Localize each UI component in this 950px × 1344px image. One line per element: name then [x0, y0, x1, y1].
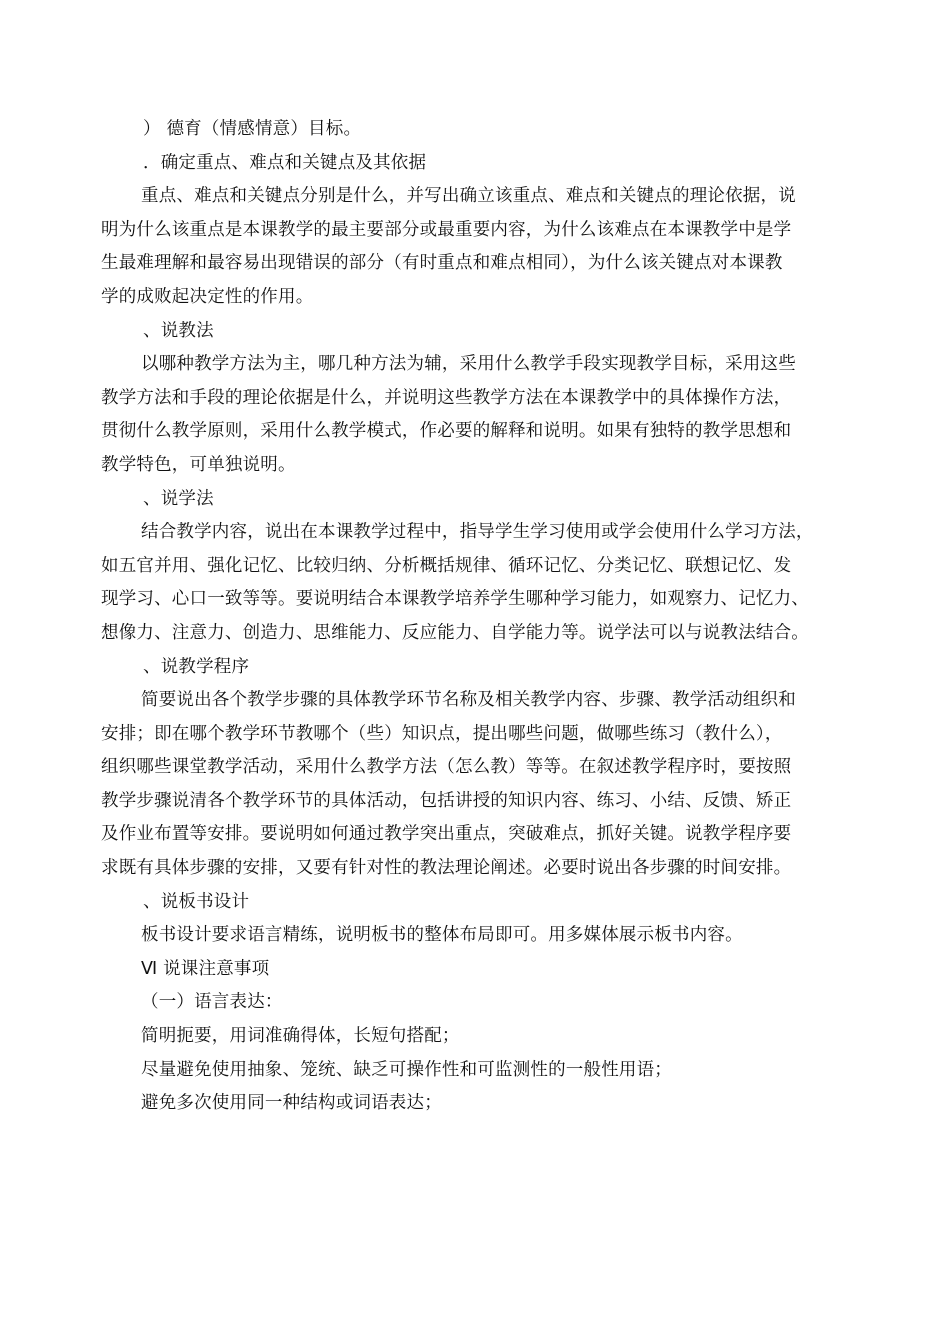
- section-heading: Ⅵ 说课注意事项: [141, 958, 270, 979]
- paragraph-line: 结合教学内容，说出在本课教学过程中，指导学生学习使用或学会使用什么学习方法，: [141, 522, 814, 543]
- paragraph-line: 学的成败起决定性的作用。: [101, 286, 314, 307]
- paragraph-line: 现学习、心口一致等等。要说明结合本课教学培养学生哪种学习能力，如观察力、记忆力、: [101, 589, 809, 610]
- section-heading: 、说板书设计: [143, 891, 250, 912]
- section-heading: 、说教法: [143, 320, 214, 341]
- paragraph-line: 及作业布置等安排。要说明如何通过教学突出重点，突破难点，抓好关键。说教学程序要: [101, 824, 792, 845]
- paragraph-line: 教学步骤说清各个教学环节的具体活动，包括讲授的知识内容、练习、小结、反馈、矫正: [101, 790, 792, 811]
- paragraph-line: 教学特色，可单独说明。: [101, 454, 296, 475]
- section-heading: 、说教学程序: [143, 656, 250, 677]
- list-item: 避免多次使用同一种结构或词语表达；: [141, 1093, 442, 1114]
- paragraph-line: 板书设计要求语言精练，说明板书的整体布局即可。用多媒体展示板书内容。: [141, 925, 743, 946]
- paragraph-line: 重点、难点和关键点分别是什么，并写出确立该重点、难点和关键点的理论依据，说: [141, 186, 796, 207]
- paragraph-line: 贯彻什么教学原则，采用什么教学模式，作必要的解释和说明。如果有独特的教学思想和: [101, 421, 792, 442]
- list-item: 简明扼要，用词准确得体，长短句搭配；: [141, 1026, 460, 1047]
- subsection-heading: （一）语言表达：: [141, 992, 283, 1013]
- paragraph-line: 简要说出各个教学步骤的具体教学环节名称及相关教学内容、步骤、教学活动组织和: [141, 690, 796, 711]
- section-heading: ．确定重点、难点和关键点及其依据: [143, 152, 427, 173]
- document-body: [101, 113, 853, 1121]
- paragraph-line: 教学方法和手段的理论依据是什么，并说明这些教学方法在本课教学中的具体操作方法，: [101, 387, 792, 408]
- paragraph-line: 求既有具体步骤的安排，又要有针对性的教法理论阐述。必要时说出各步骤的时间安排。: [101, 858, 792, 879]
- paragraph-line: 明为什么该重点是本课教学的最主要部分或最重要内容，为什么该难点在本课教学中是学: [101, 219, 792, 240]
- paragraph-line: 安排；即在哪个教学环节教哪个（些）知识点，提出哪些问题，做哪些练习（教什么），: [101, 723, 783, 744]
- section-heading: 、说学法: [143, 488, 214, 509]
- paragraph-line: 以哪种教学方法为主，哪几种方法为辅，采用什么教学手段实现教学目标，采用这些: [141, 354, 796, 375]
- paragraph-line: 组织哪些课堂教学活动，采用什么教学方法（怎么教）等等。在叙述教学程序时，要按照: [101, 757, 792, 778]
- text-line: ） 德育（情感情意）目标。: [143, 119, 362, 139]
- list-item: 尽量避免使用抽象、笼统、缺乏可操作性和可监测性的一般性用语；: [141, 1059, 672, 1080]
- paragraph-line: 如五官并用、强化记忆、比较归纳、分析概括规律、循环记忆、分类记忆、联想记忆、发: [101, 555, 792, 576]
- paragraph-line: 生最难理解和最容易出现错误的部分（有时重点和难点相同），为什么该关键点对本课教: [101, 253, 783, 274]
- paragraph-line: 想像力、注意力、创造力、思维能力、反应能力、自学能力等。说学法可以与说教法结合。: [101, 622, 809, 643]
